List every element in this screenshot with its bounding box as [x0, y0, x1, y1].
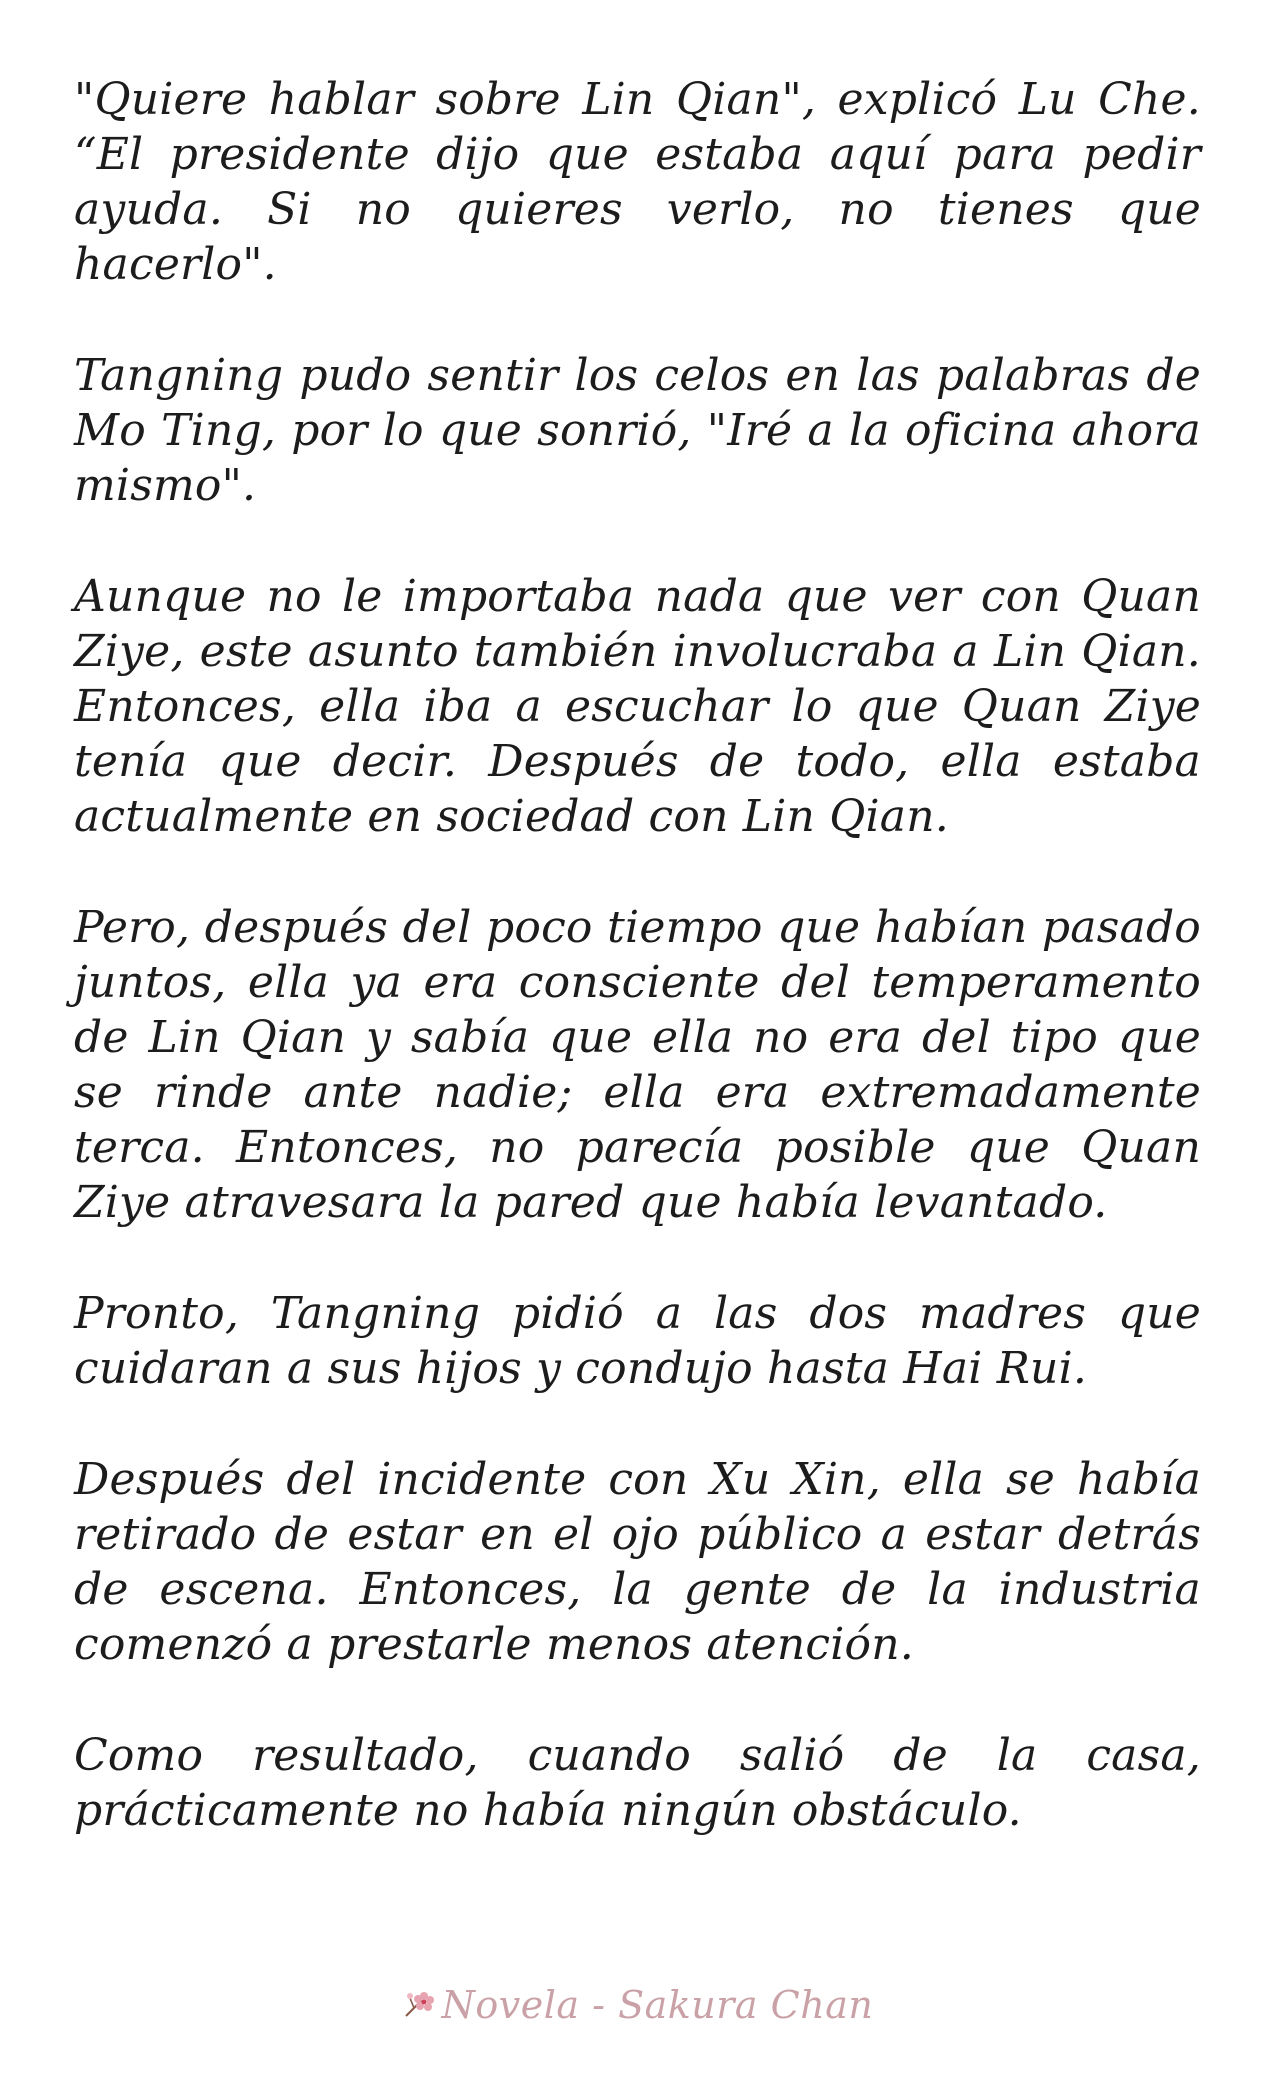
paragraph-3: Aunque no le importaba nada que ver con Quan Ziye, este asunto también involucraba a Lin Qian. Entonces, ella iba a escuchar lo que Quan Ziye tenía que decir. Después de todo, ella estaba actualmente en sociedad con Lin Qian. [74, 571, 1201, 842]
paragraph-5: Pronto, Tangning pidió a las dos madres que cuidaran a sus hijos y condujo hasta Hai Rui. [74, 1288, 1201, 1394]
paragraph-7: Como resultado, cuando salió de la casa, prácticamente no había ningún obstáculo. [74, 1730, 1201, 1836]
cherry-blossom-icon [402, 1988, 436, 2022]
story-text [74, 72, 1201, 1838]
paragraph-1: "Quiere hablar sobre Lin Qian", explicó Lu Che. “El presidente dijo que estaba aquí para pedir ayuda. Si no quieres verlo, no tienes que hacerlo". [74, 74, 1201, 290]
paragraph-4: Pero, después del poco tiempo que habían pasado juntos, ella ya era consciente del temperamento de Lin Qian y sabía que ella no era del tipo que se rinde ante nadie; ella era extremadamente terca. Entonces, no parecía posible que Quan Ziye atravesara la pared que había levantado. [74, 902, 1201, 1228]
paragraph-2: Tangning pudo sentir los celos en las palabras de Mo Ting, por lo que sonrió, "Iré a la oficina ahora mismo". [74, 350, 1201, 511]
watermark-text: Novela - Sakura Chan [441, 1983, 874, 2027]
watermark [0, 1983, 1275, 2027]
paragraph-6: Después del incidente con Xu Xin, ella se había retirado de estar en el ojo público a estar detrás de escena. Entonces, la gente de la industria comenzó a prestarle menos atención. [74, 1454, 1201, 1670]
